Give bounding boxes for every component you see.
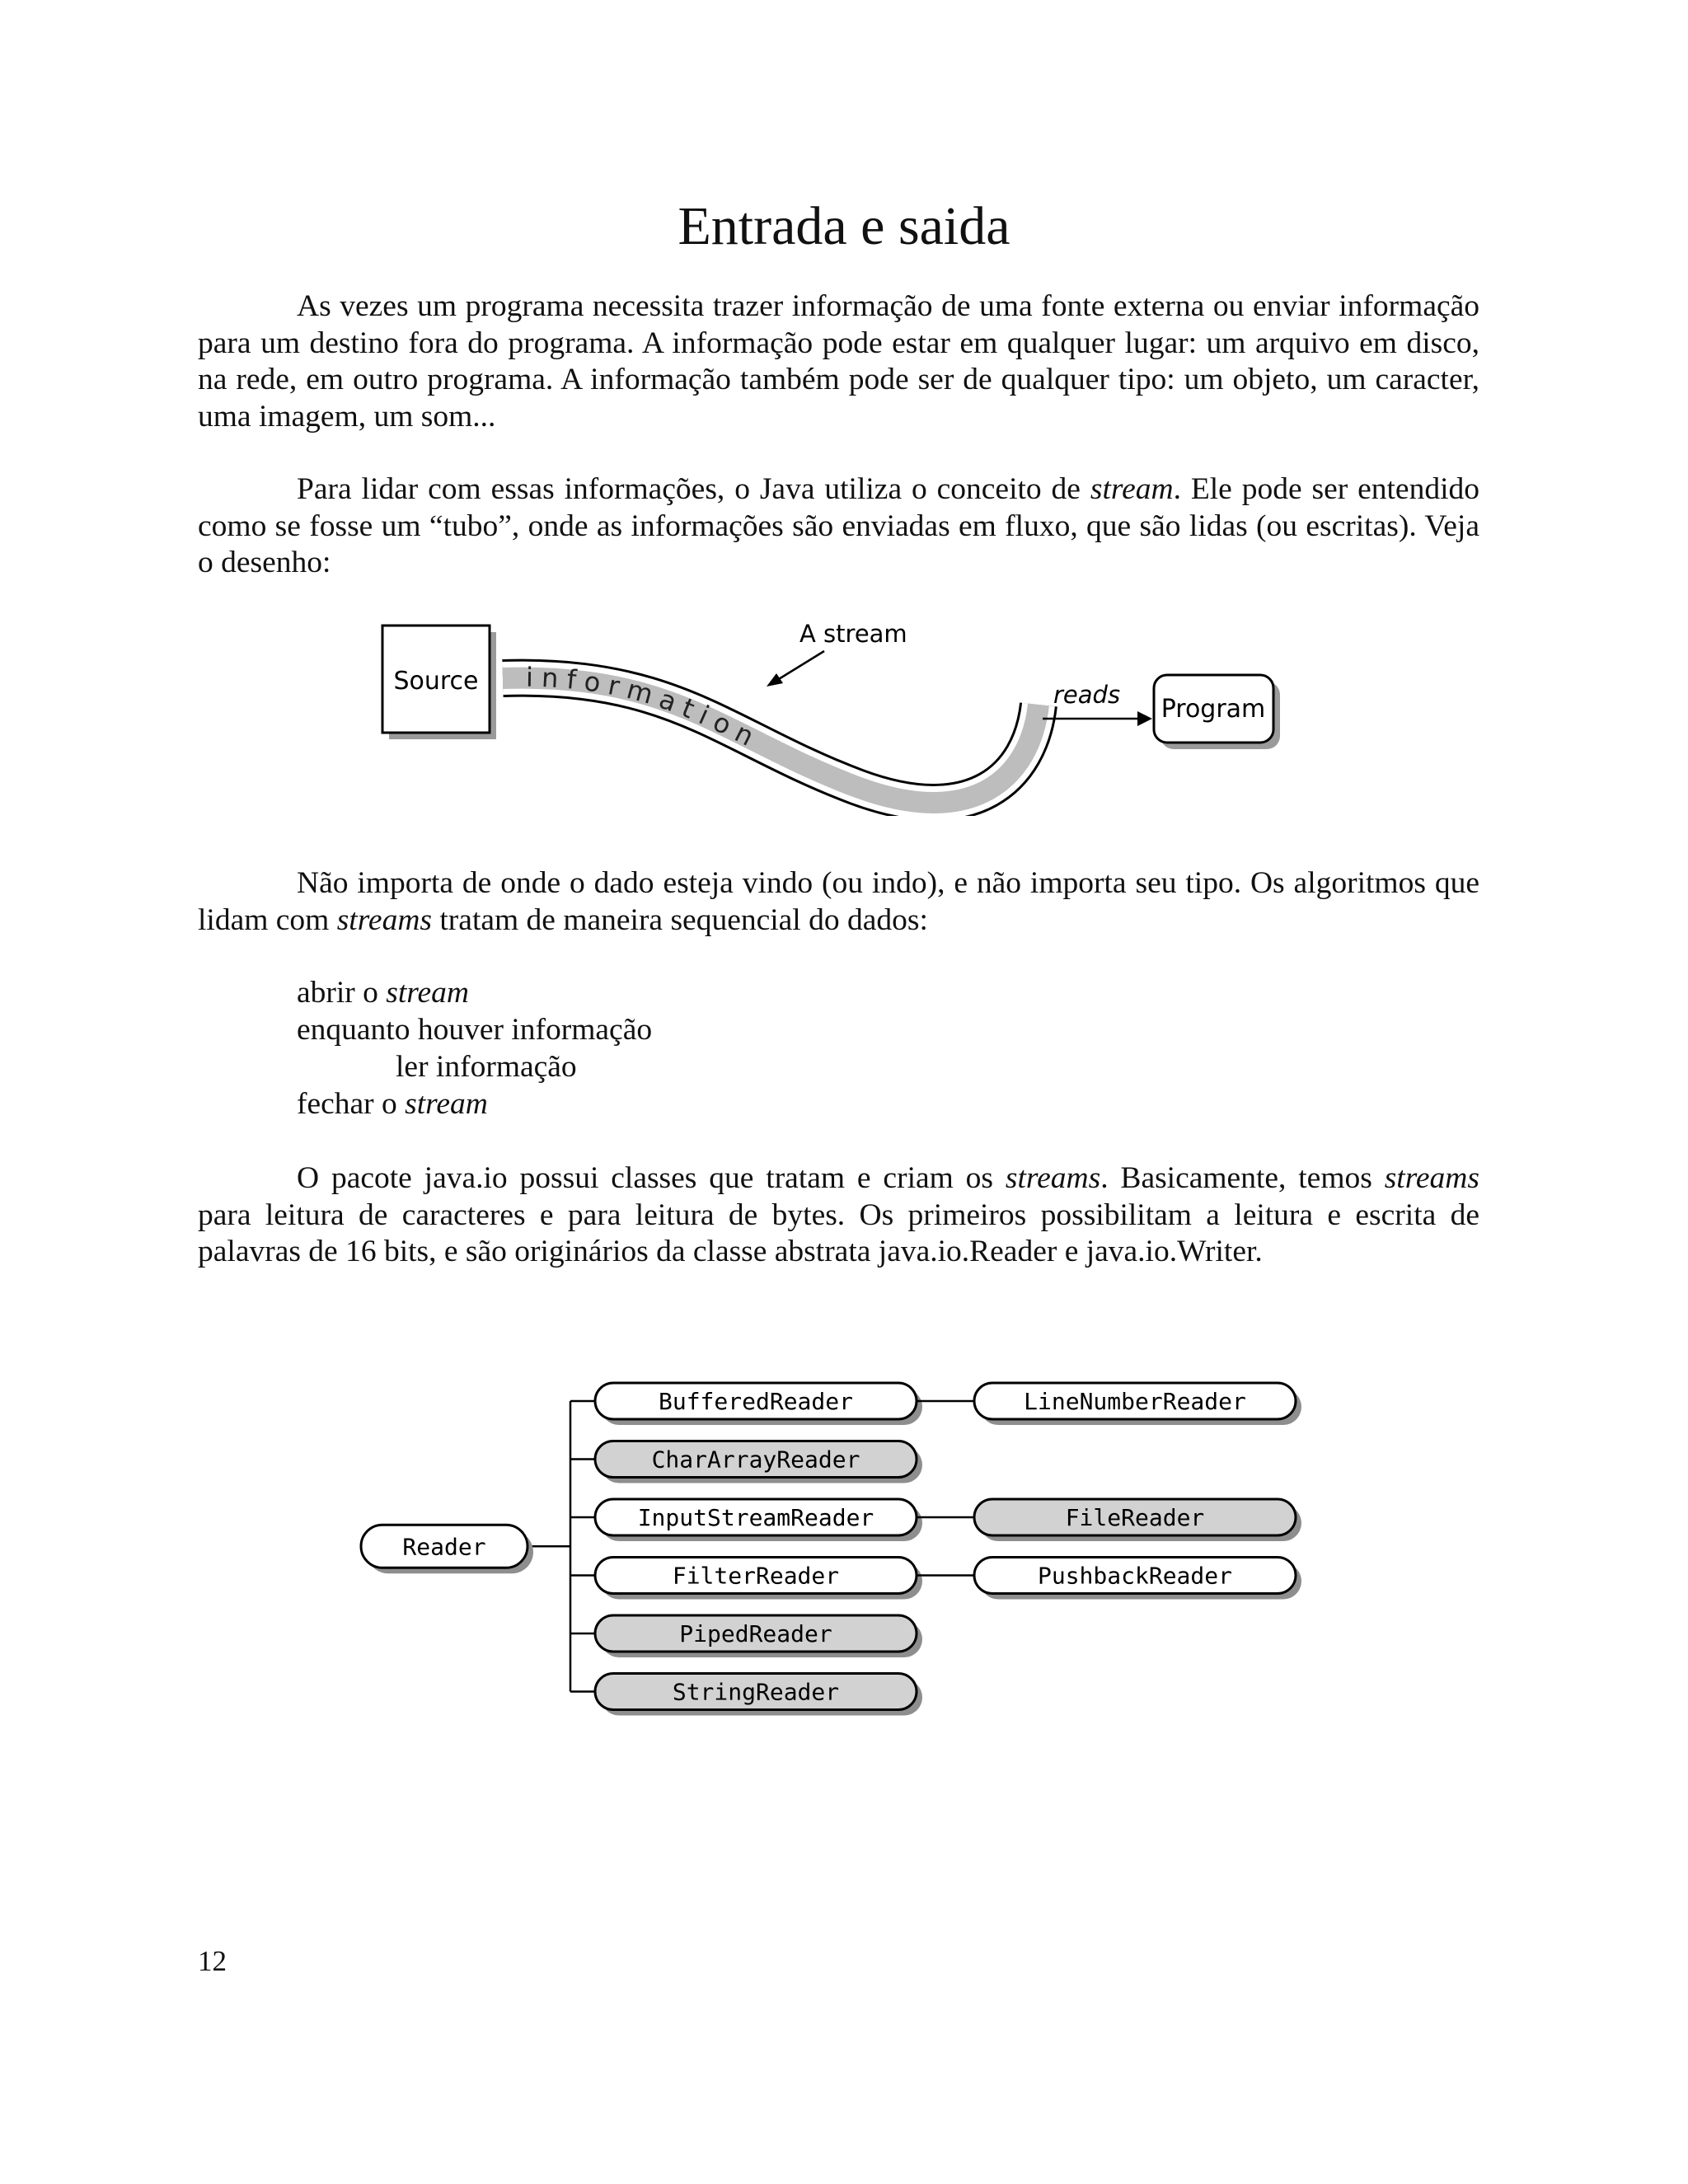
program-label: Program [1160,695,1266,724]
paragraph-3: Não importa de onde o dado esteja vindo (ou indo), e não importa seu tipo. Os algoritmos que lidam com streams tratam de maneira sequencial do dados: [198,866,1479,937]
page-title: Entrada e saida [678,196,1010,256]
node-pipedreader [595,1615,922,1657]
node-pipedreader-label: PipedReader [679,1620,832,1647]
node-filterreader [595,1558,922,1600]
node-bufferedreader-label: BufferedReader [658,1388,854,1415]
reader-hierarchy-diagram [354,1380,1327,1755]
paragraph-4: O pacote java.io possui classes que tratam e criam os streams. Basicamente, temos streams para leitura de caracteres e para leitura de bytes. Os primeiros possibilitam a leitura e escrita de palavras de 16 bits, e são originários da classe abstrata java.io.Reader e java.io.Writer. [198,1161,1479,1268]
node-chararrayreader [595,1441,922,1483]
node-chararrayreader-label: CharArrayReader [651,1446,860,1474]
source-label: Source [393,667,479,696]
stream-letters: i n f o r m a t i o n [525,661,759,752]
node-stringreader-label: StringReader [672,1678,840,1706]
algorithm-line-1: abrir o stream [297,976,469,1010]
reads-label: reads [1053,681,1121,709]
node-inputstreamreader-label: InputStreamReader [637,1504,874,1531]
reader-root-node-label: Reader [402,1533,486,1561]
node-stringreader [595,1674,922,1716]
paragraph-1-text: As vezes um programa necessita trazer informação de uma fonte externa ou enviar informação para um destino fora do programa. A informação pode estar em qualquer lugar: um arquivo em disco, na rede, em outro programa. A informação também pode ser de qualquer tipo: um objeto, um caracter, uma imagem, um som... [198,289,1479,434]
streams-term: streams [336,902,433,937]
reader-root-node [361,1525,533,1573]
algorithm-line-3: ler informação [396,1050,577,1084]
node-linenumberreader [974,1383,1301,1425]
algorithm-line-4: fechar o stream [297,1087,488,1121]
node-pushbackreader-label: PushbackReader [1037,1562,1233,1590]
stream-term: stream [1090,472,1174,506]
node-bufferedreader [595,1383,922,1425]
node-pushbackreader [974,1558,1301,1600]
node-filereader [974,1499,1301,1541]
paragraph-2: Para lidar com essas informações, o Java utiliza o conceito de stream. Ele pode ser entendido como se fosse um “tubo”, onde as informações são enviadas em fluxo, que são lidas (ou escritas). Veja o desenho: [198,472,1479,579]
paragraph-1 [198,288,1479,435]
stream-label: A stream [799,620,907,648]
algorithm-line-2: enquanto houver informação [297,1013,653,1047]
stream-diagram [379,614,1294,816]
node-inputstreamreader [595,1499,922,1541]
node-filterreader-label: FilterReader [672,1562,840,1590]
node-filereader-label: FileReader [1065,1504,1205,1531]
page-number: 12 [198,1945,227,1977]
node-linenumberreader-label: LineNumberReader [1024,1388,1246,1415]
